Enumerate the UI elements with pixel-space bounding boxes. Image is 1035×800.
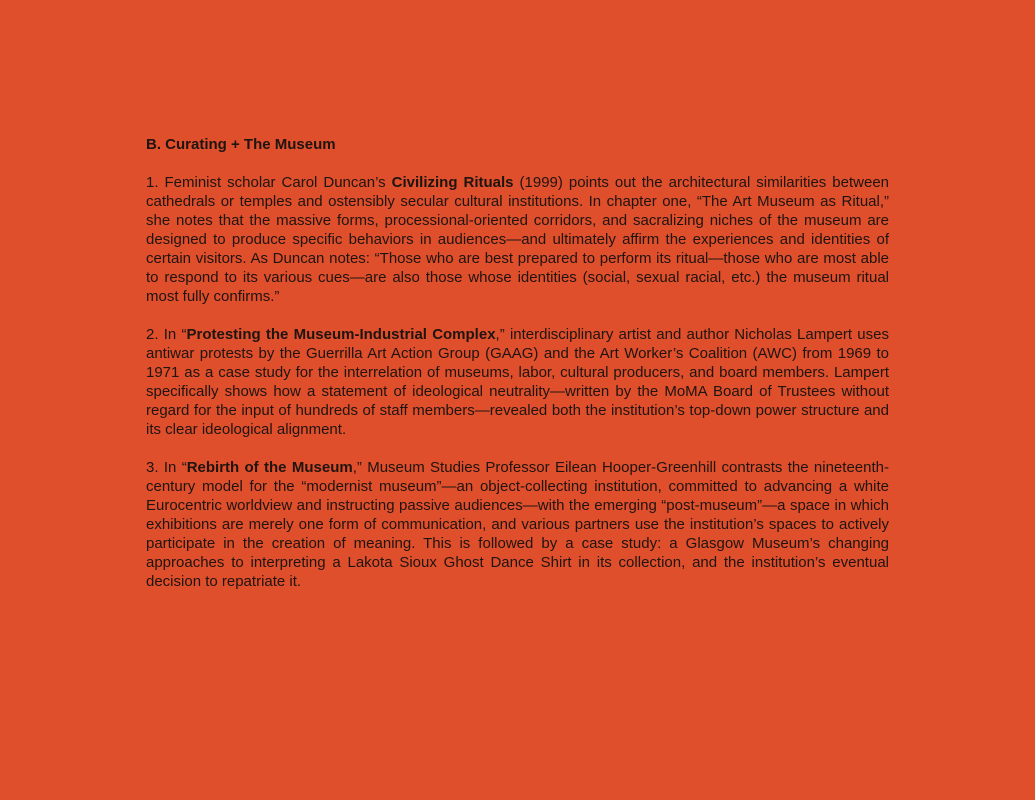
paragraph-prefix: 2. In “ [146,326,187,343]
paragraph-prefix: 3. In “ [146,459,187,476]
paragraph-body: ,” Museum Studies Professor Eilean Hooper-Greenhill contrasts the nineteenth-century model for the “modernist museum”—an object-collecting institution, committed to advancing a white Eurocentric worldview and instructing passive audiences—with the emerging “post-museum”—a space in which exhibitions are merely one form of communication, and various partners use the institution’s spaces to actively participate in the creation of meaning. This is followed by a case study: a Glasgow Museum’s changing approaches to interpreting a Lakota Sioux Ghost Dance Shirt in its collection, and the institution’s eventual decision to repatriate it. [146,459,889,590]
essay-title: Rebirth of the Museum [186,459,353,476]
paragraph-civilizing-rituals [146,173,889,306]
section-heading: B. Curating + The Museum [146,136,336,153]
paragraph-body: ,” interdisciplinary artist and author Nicholas Lampert uses antiwar protests by the Guerrilla Art Action Group (GAAG) and the Art Worker’s Coalition (AWC) from 1969 to 1971 as a case study for the interrelation of museums, labor, cultural producers, and board members. Lampert specifically shows how a statement of ideological neutrality—written by the MoMA Board of Trustees without regard for the input of hundreds of staff members—revealed both the institution’s top-down power structure and its clear ideological alignment. [146,326,889,438]
paragraph-protesting-museum [146,325,889,439]
paragraph-rebirth-museum [146,458,889,591]
essay-title: Protesting the Museum-Industrial Complex [186,326,496,343]
document-content [146,135,889,610]
book-title: Civilizing Rituals [391,174,514,191]
paragraph-body: (1999) points out the architectural similarities between cathedrals or temples and ostensibly secular cultural institutions. In chapter one, “The Art Museum as Ritual,” she notes that the massive forms, processional-oriented corridors, and sacralizing niches of the museum are designed to produce specific behaviors in audiences—and ultimately affirm the experiences and identities of certain visitors. As Duncan notes: “Those who are best prepared to perform its ritual—those who are most able to respond to its various cues—are also those whose identities (social, sexual racial, etc.) the museum ritual most fully confirms.” [146,174,890,305]
paragraph-prefix: 1. Feminist scholar Carol Duncan’s [146,174,392,191]
